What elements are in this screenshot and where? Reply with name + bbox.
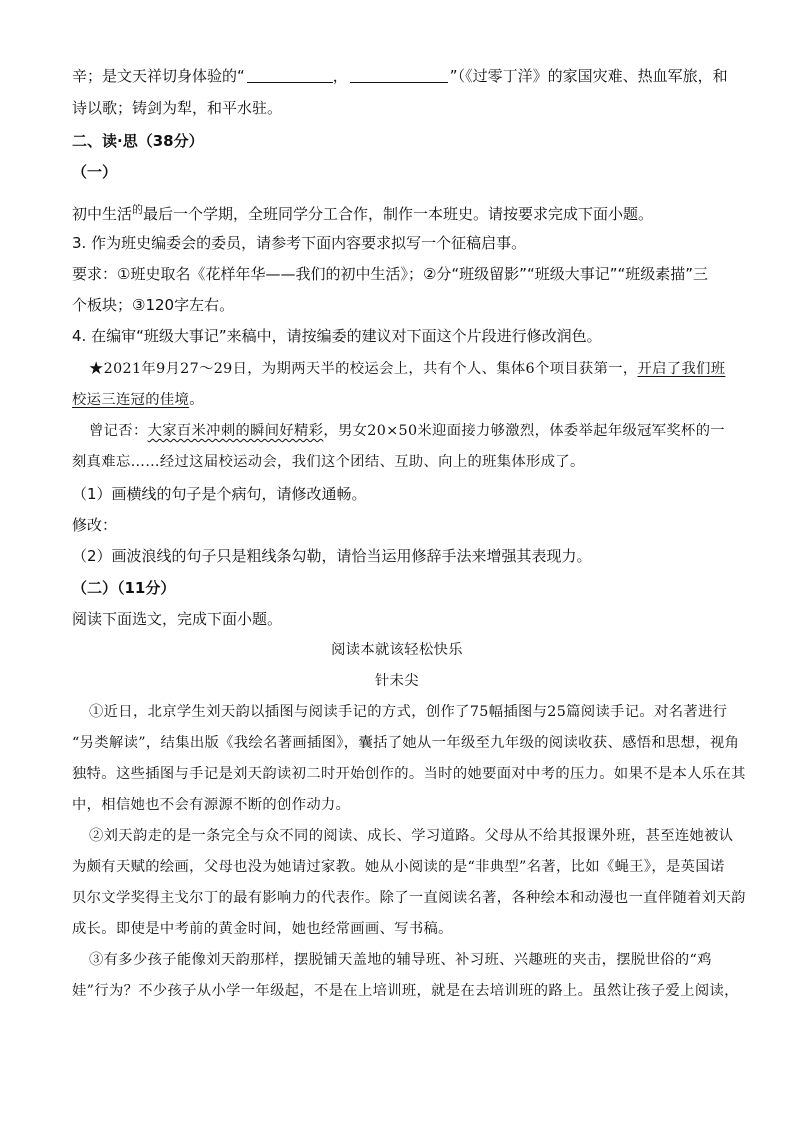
- paragraph-2-line-2: 为颇有天赋的绘画，父母也没为她请过家教。她从小阅读的是“非典型”名著，比如《蝇王》，是英国诺: [72, 859, 725, 875]
- scenario-intro: [72, 200, 732, 224]
- question-3: 3. 作为班史编委会的委员，请参考下面内容要求拟写一个征稿启事。: [72, 234, 527, 252]
- intro-text-b: ，: [332, 67, 348, 85]
- paragraph-1-line-3: 独特。这些插图与手记是刘天韵读初二时开始创作的。当时的她要面对中考的压力。如果不是本人乐在其: [72, 766, 746, 782]
- fragment-text: ，男女20×50米迎面接力够激烈，体委举起年级冠军奖杯的一: [323, 423, 725, 439]
- scenario-superscript: 的: [132, 203, 144, 216]
- scenario-text-b: 最后一个学期，全班同学分工合作，制作一本班史。请按要求完成下面小题。: [143, 205, 654, 223]
- sub-question-2: （2）画波浪线的句子只是粗线条勾勒，请恰当运用修辞手法来增强其表现力。: [72, 547, 592, 565]
- subsection-1-heading: （一）: [72, 163, 118, 181]
- fragment-line-2: [72, 390, 732, 410]
- subsection-2-heading: （二）（11分）: [72, 579, 176, 597]
- fix-label: 修改：: [72, 516, 118, 534]
- fragment-text: 曾记否：: [89, 423, 148, 439]
- answer-blank-1[interactable]: [247, 67, 333, 83]
- fragment-text: ★2021年9月27～29日，为期两天半的校运会上，共有个人、集体6个项目获第一，: [89, 361, 638, 377]
- paragraph-1-line-2: “另类解读”，结集出版《我绘名著画插图》，囊括了她从一年级至九年级的阅读收获、感悟和思想，视角: [72, 735, 740, 751]
- intro-line-1: [72, 66, 732, 86]
- underlined-sentence-part-2: 校运三连冠的佳境: [72, 392, 190, 408]
- article-title: 阅读本就该轻松快乐: [331, 642, 463, 658]
- requirement-line-2: 个板块；③120字左右。: [72, 296, 235, 314]
- article-author: 针未尖: [375, 673, 419, 689]
- reading-instruction: 阅读下面选文，完成下面小题。: [72, 610, 283, 628]
- scenario-text-a: 初中生活: [72, 205, 133, 223]
- paragraph-1-line-1: ①近日，北京学生刘天韵以插图与阅读手记的方式，创作了75幅插图与25篇阅读手记。对名著进行: [89, 704, 728, 720]
- intro-text-c: ”（《过零丁洋》的家国灾难、热血军旅，和: [449, 67, 728, 85]
- paragraph-2-line-1: ②刘天韵走的是一条完全与众不同的阅读、成长、学习道路。父母从不给其报课外班，甚至连她被认: [89, 828, 734, 844]
- fragment-line-3: [89, 421, 732, 441]
- intro-text-a: 辛；是文天祥切身体验的“: [72, 67, 245, 85]
- paragraph-2-line-4: 成长。即使是中考前的黄金时间，她也经常画画、写书稿。: [72, 921, 453, 937]
- paragraph-3-line-1: ③有多少孩子能像刘天韵那样，摆脱铺天盖地的辅导班、补习班、兴趣班的夹击，摆脱世俗的“鸡: [89, 952, 712, 968]
- requirement-line-1: 要求：①班史取名《花样年华——我们的初中生活》；②分“班级留影”“班级大事记”“班级素描”三: [72, 265, 709, 283]
- paragraph-2-line-3: 贝尔文学奖得主戈尔丁的最有影响力的代表作。除了一直阅读名著，各种绘本和动漫也一直伴随着刘天韵: [72, 890, 746, 906]
- paragraph-1-line-4: 中，相信她也不会有源源不断的创作动力。: [72, 797, 351, 813]
- fragment-text: 。: [189, 392, 204, 408]
- wavy-underlined-sentence: 大家百米冲刺的瞬间好精彩: [147, 423, 324, 439]
- underlined-sentence-part-1: 开启了我们班: [637, 361, 726, 377]
- question-4: 4. 在编审“班级大事记”来稿中，请按编委的建议对下面这个片段进行修改润色。: [72, 327, 602, 345]
- answer-blank-2[interactable]: [350, 67, 448, 83]
- fragment-line-1: [89, 359, 732, 379]
- fragment-line-4: 刻真难忘……经过这届校运动会，我们这个团结、互助、向上的班集体形成了。: [72, 454, 585, 470]
- intro-line-2: 诗以歌；铸剑为犁，和平水驻。: [72, 99, 283, 117]
- section-heading: 二、读·思（38分）: [72, 132, 204, 150]
- sub-question-1: （1）画横线的句子是个病句，请修改通畅。: [72, 485, 367, 503]
- paragraph-3-line-2: 娃”行为？不少孩子从小学一年级起，不是在上培训班，就是在去培训班的路上。虽然让孩子爱上阅读，: [72, 983, 739, 999]
